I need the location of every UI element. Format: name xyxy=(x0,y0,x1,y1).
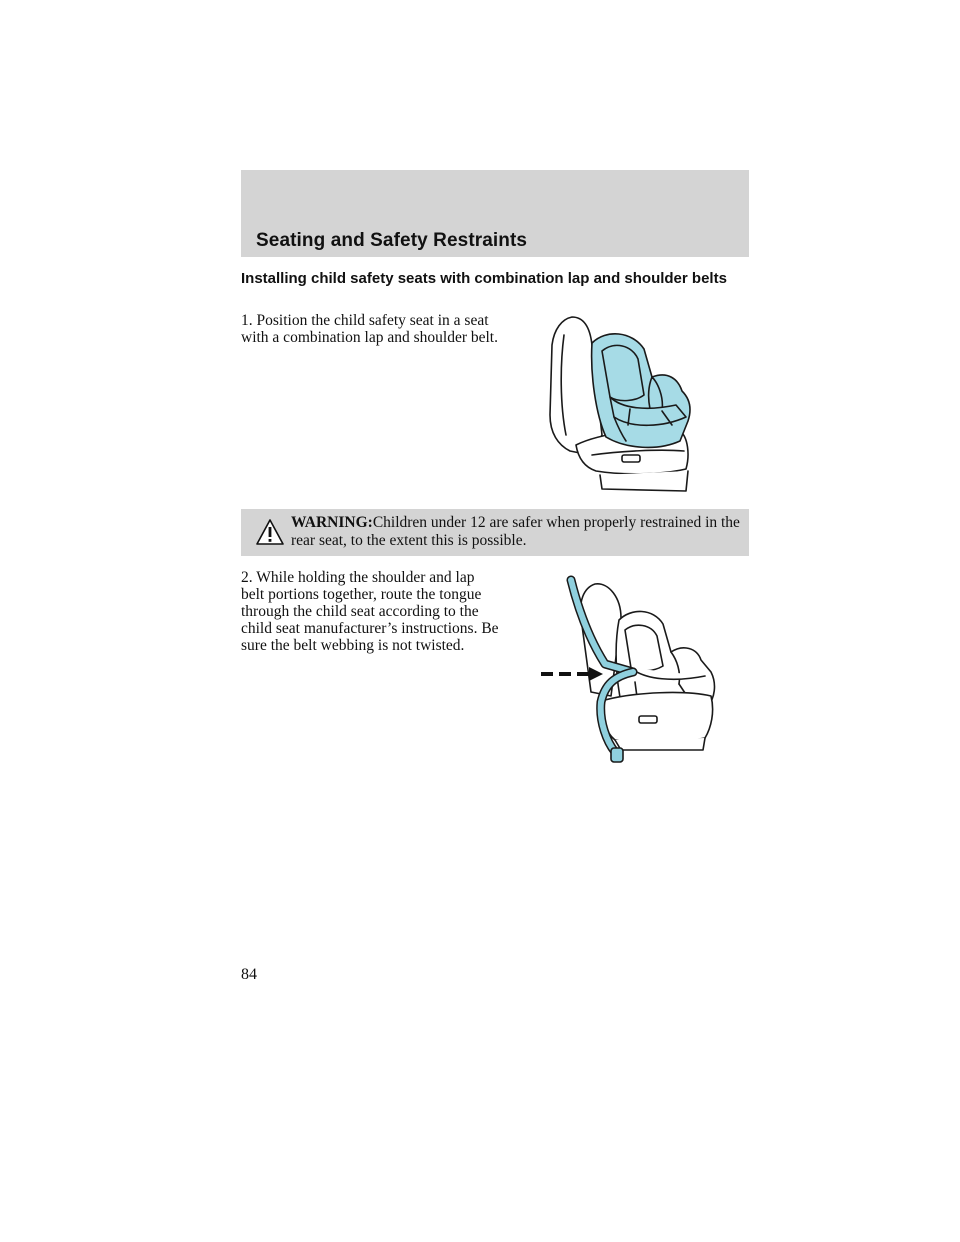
warning-label: WARNING: xyxy=(291,514,373,531)
child-seat-on-vehicle-seat-illustration xyxy=(540,305,710,495)
section-title: Seating and Safety Restraints xyxy=(256,230,528,251)
warning-triangle-icon xyxy=(255,518,285,546)
warning-body: Children under 12 are safer when properly restrained in the rear seat, to the extent this is possible. xyxy=(291,514,740,549)
page-number: 84 xyxy=(241,966,257,983)
warning-text xyxy=(291,514,741,550)
belt-routing-illustration xyxy=(535,572,720,767)
step-2-text: 2. While holding the shoulder and lap belt portions together, route the tongue through the child seat according to the child seat manufacturer’s instructions. Be sure the belt webbing is not twisted. xyxy=(241,569,499,654)
subheading: Installing child safety seats with combination lap and shoulder belts xyxy=(241,270,727,287)
warning-box xyxy=(241,509,749,556)
step-1-text: 1. Position the child safety seat in a seat with a combination lap and shoulder belt. xyxy=(241,312,498,346)
